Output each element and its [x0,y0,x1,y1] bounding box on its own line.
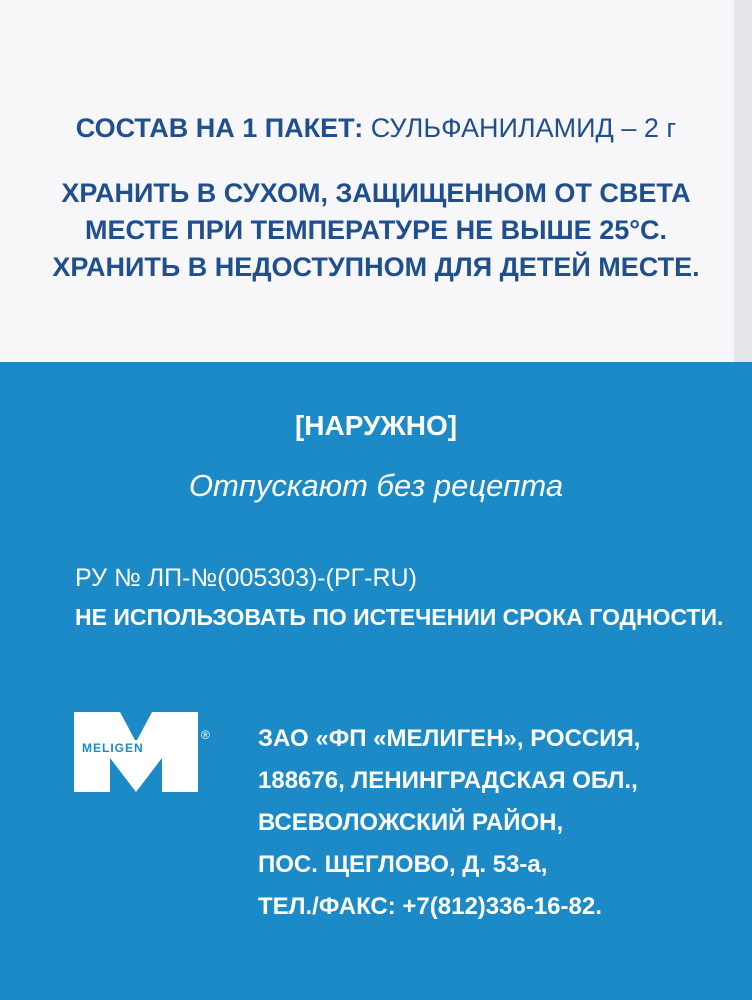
composition-line [0,112,752,144]
composition-label: СОСТАВ НА 1 ПАКЕТ: [75,113,364,143]
storage-line: МЕСТЕ ПРИ ТЕМПЕРАТУРЕ НЕ ВЫШЕ 25°С. [84,215,668,245]
storage-instructions [0,175,752,286]
composition-value: СУЛЬФАНИЛАМИД – 2 г [370,113,677,143]
otc-label: Отпускают без рецепта [188,468,564,503]
storage-line: ХРАНИТЬ В НЕДОСТУПНОМ ДЛЯ ДЕТЕЙ МЕСТЕ. [52,252,700,282]
meligen-logo [74,712,214,792]
registration-number: РУ № ЛП-№(005303)-(РГ-RU) [75,564,417,592]
address-line: 188676, ЛЕНИНГРАДСКАЯ ОБЛ., [258,767,638,794]
address-line: ПОС. ЩЕГЛОВО, Д. 53-а, [258,851,548,878]
address-line: ТЕЛ./ФАКС: +7(812)336-16-82. [258,893,602,920]
storage-line: ХРАНИТЬ В СУХОМ, ЗАЩИЩЕННОМ ОТ СВЕТА [61,178,691,208]
manufacturer-address [258,718,640,928]
logo-text: MELIGEN [82,741,144,755]
address-line: ЗАО «ФП «МЕЛИГЕН», РОССИЯ, [258,725,641,752]
expiry-warning: НЕ ИСПОЛЬЗОВАТЬ ПО ИСТЕЧЕНИИ СРОКА ГОДНОСТИ. [75,604,724,630]
top-section [0,0,752,362]
address-line: ВСЕВОЛОЖСКИЙ РАЙОН, [258,809,564,836]
registered-mark: ® [201,728,210,742]
usage-label: [НАРУЖНО] [294,410,458,441]
